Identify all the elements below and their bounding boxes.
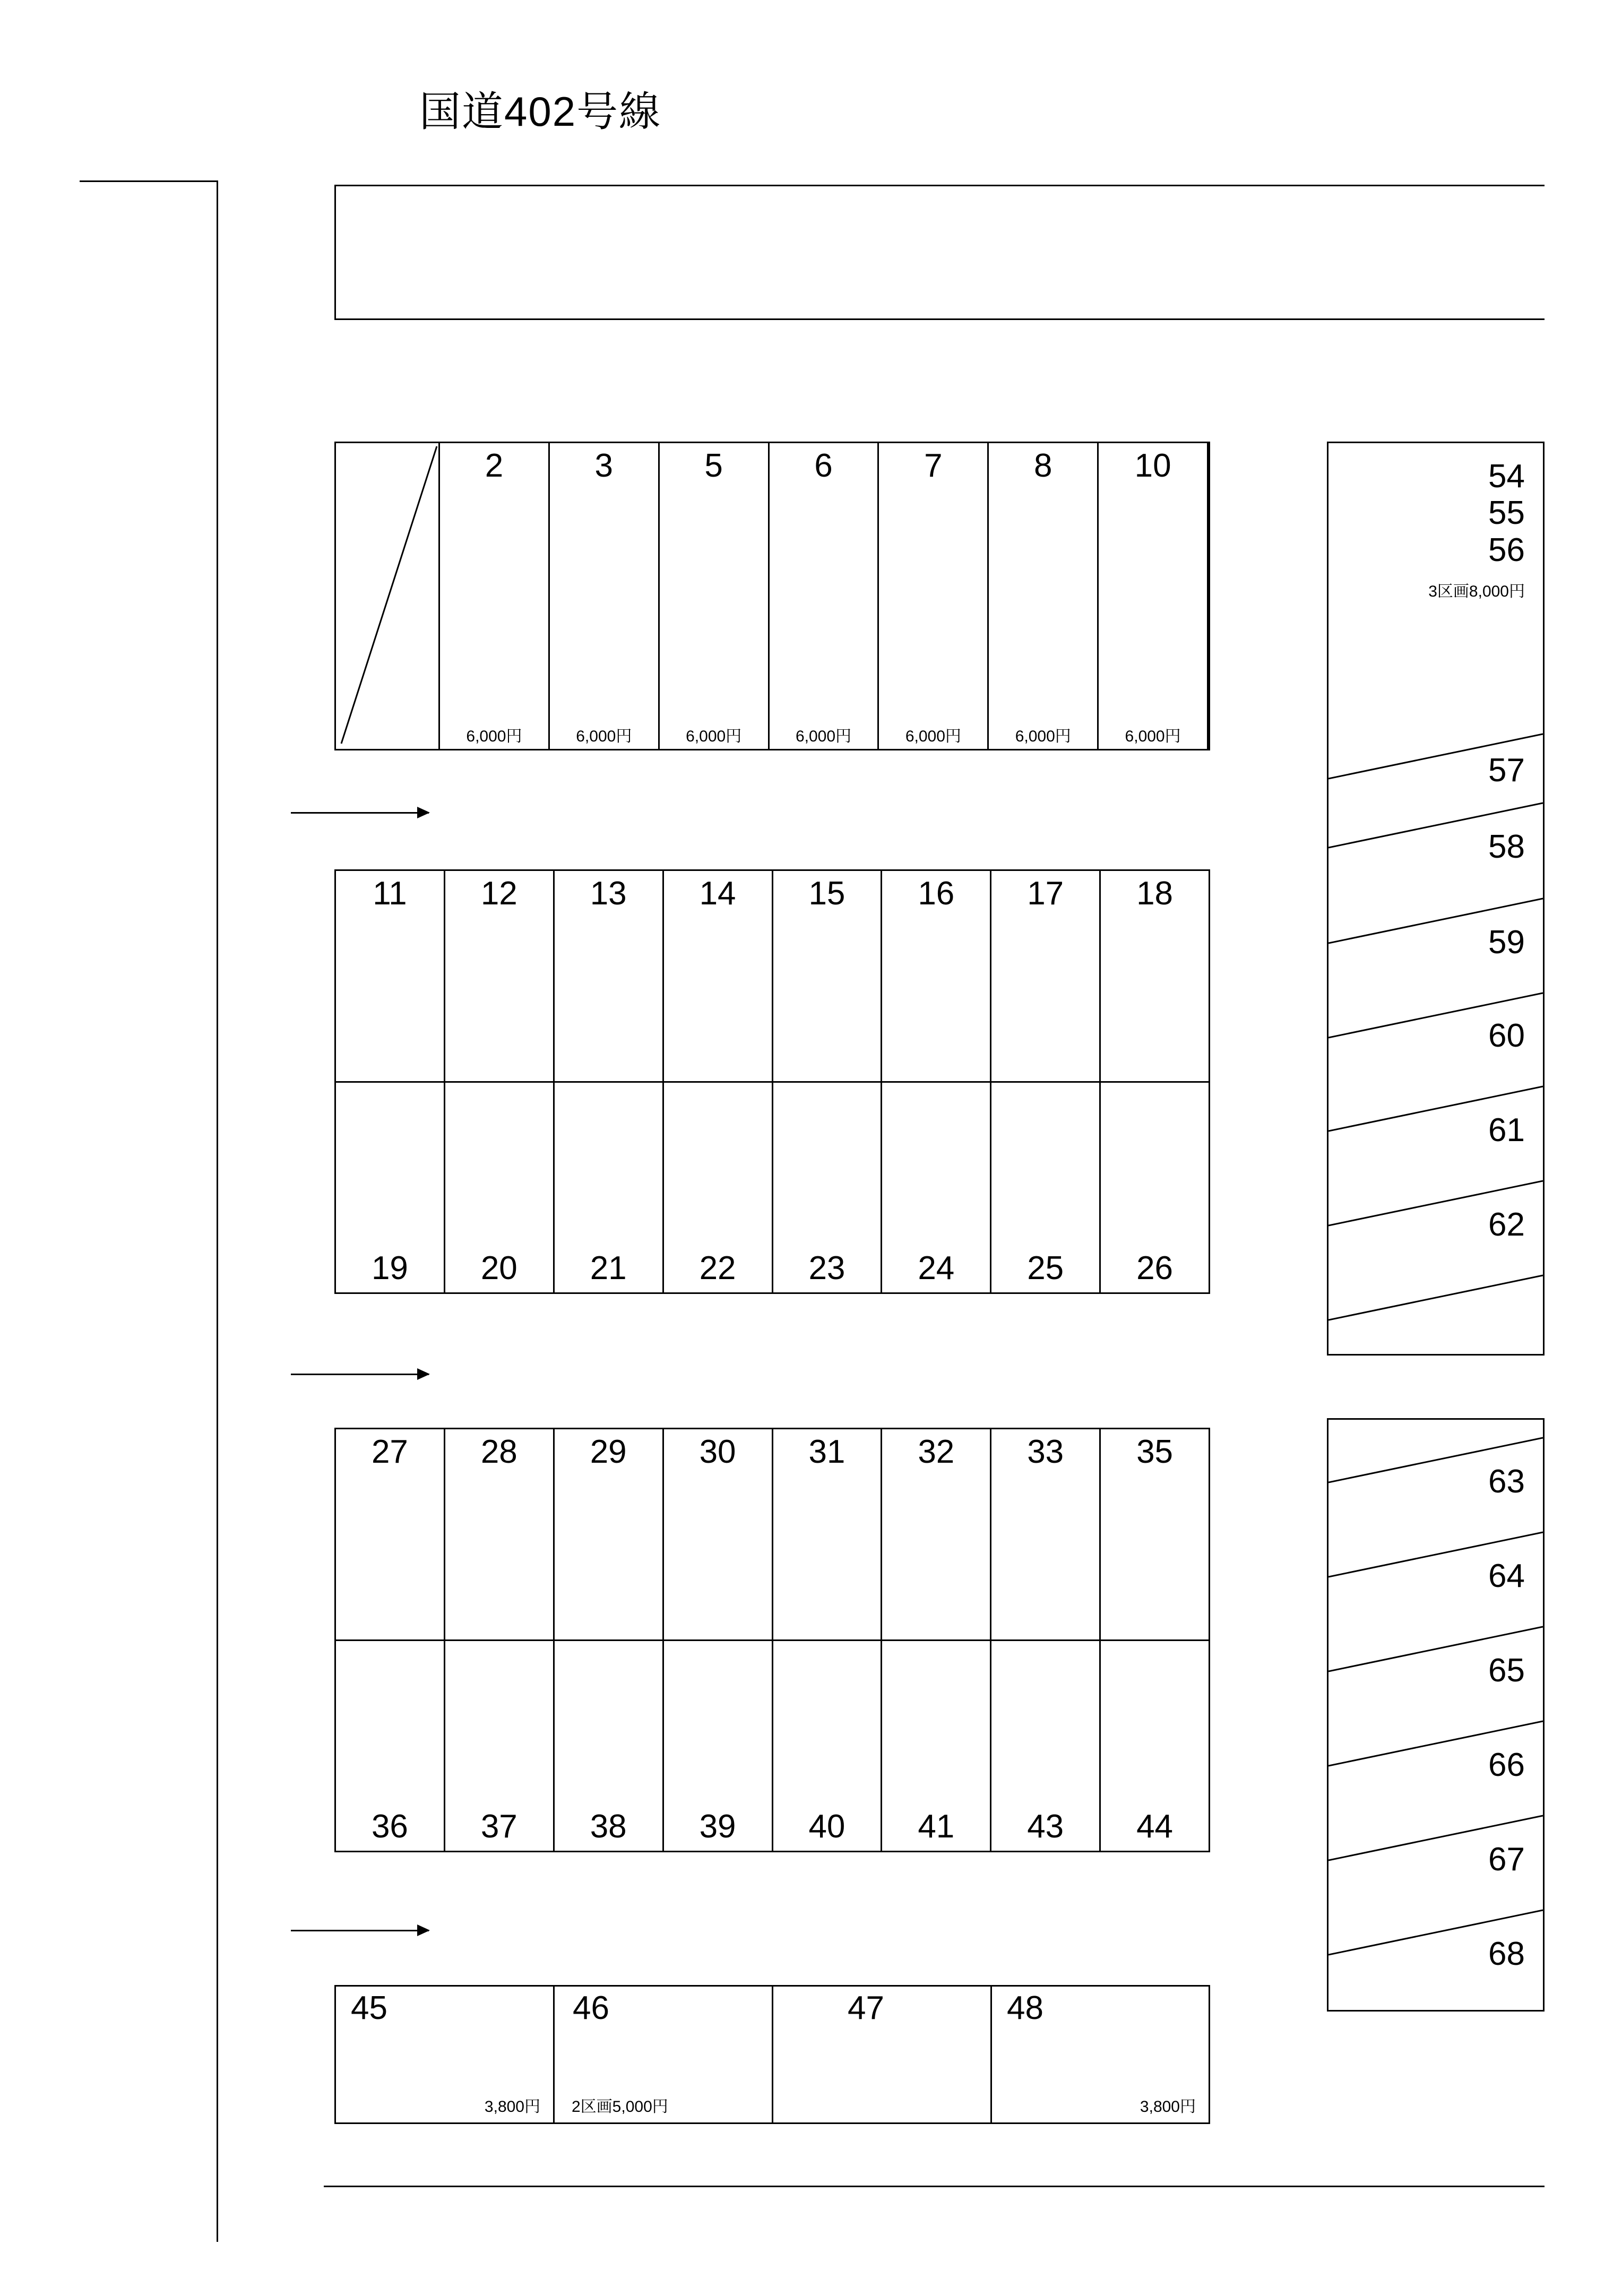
stall-27[interactable] <box>336 1429 444 1641</box>
stall-66[interactable] <box>1328 1733 1543 1802</box>
stall-23[interactable] <box>773 1083 881 1293</box>
stall-35[interactable] <box>1101 1429 1209 1641</box>
stall-18[interactable] <box>1101 871 1209 1083</box>
stall-5[interactable] <box>660 443 770 749</box>
road-top-line <box>80 180 218 182</box>
stall-column-29-38 <box>555 1429 664 1851</box>
stall-32[interactable] <box>882 1429 990 1641</box>
stall-price: 6,000円 <box>795 728 852 745</box>
stall-45[interactable] <box>336 1987 555 2122</box>
stall-column-31-40 <box>773 1429 883 1851</box>
stall-36[interactable] <box>336 1641 444 1851</box>
stall-41[interactable] <box>882 1641 990 1851</box>
stall-44[interactable] <box>1101 1641 1209 1851</box>
stall-number: 18 <box>1136 875 1174 912</box>
stall-column-16-24 <box>882 871 991 1292</box>
stall-price: 3,800円 <box>1140 2098 1196 2116</box>
stall-number: 36 <box>371 1808 408 1845</box>
stall-column-30-39 <box>664 1429 773 1851</box>
stall-number: 23 <box>808 1250 845 1287</box>
stall-column-35-44 <box>1101 1429 1209 1851</box>
stall-number: 60 <box>1488 1017 1525 1054</box>
stall-48[interactable] <box>992 1987 1209 2122</box>
stall-number: 19 <box>371 1250 408 1287</box>
stall-number: 24 <box>918 1250 955 1287</box>
stall-number: 14 <box>699 875 736 912</box>
stall-price: 6,000円 <box>1125 728 1181 745</box>
road-left-line <box>217 180 218 2242</box>
stall-number: 3 <box>594 447 614 484</box>
entrance-left-line <box>334 185 336 320</box>
stall-29[interactable] <box>555 1429 662 1641</box>
stall-11[interactable] <box>336 871 444 1083</box>
stall-column-13-21 <box>555 871 664 1292</box>
stall-number: 32 <box>918 1434 955 1470</box>
stall-number: 6 <box>814 447 833 484</box>
stall-31[interactable] <box>773 1429 881 1641</box>
entrance-bottom-line <box>334 318 1545 320</box>
stall-number: 30 <box>699 1434 736 1470</box>
stall-column-15-23 <box>773 871 883 1292</box>
stall-number: 68 <box>1488 1936 1525 1972</box>
block-top-diagonal-cell <box>336 443 440 749</box>
stall-number: 29 <box>590 1434 627 1470</box>
stall-47[interactable] <box>773 1987 992 2122</box>
stall-number: 58 <box>1488 828 1525 865</box>
arrow-head-icon <box>417 1368 430 1380</box>
stall-number: 61 <box>1488 1112 1525 1149</box>
stall-43[interactable] <box>991 1641 1099 1851</box>
stall-price-pair: 2区画5,000円 <box>572 2098 668 2116</box>
stall-62[interactable] <box>1328 1193 1543 1262</box>
stall-column-28-37 <box>445 1429 555 1851</box>
stall-24[interactable] <box>882 1083 990 1293</box>
stall-58[interactable] <box>1328 815 1543 884</box>
stall-number: 15 <box>808 875 845 912</box>
stall-price: 6,000円 <box>576 728 632 745</box>
stall-number: 17 <box>1027 875 1064 912</box>
stall-number: 57 <box>1488 752 1525 789</box>
stall-price: 6,000円 <box>466 728 522 745</box>
stall-12[interactable] <box>445 871 553 1083</box>
stall-number: 40 <box>808 1808 845 1845</box>
stall-63[interactable] <box>1328 1449 1543 1518</box>
stall-number: 37 <box>480 1808 517 1845</box>
stall-14[interactable] <box>664 871 772 1083</box>
stall-number: 35 <box>1136 1434 1174 1470</box>
stall-column-11-19 <box>336 871 445 1292</box>
stall-number: 33 <box>1027 1434 1064 1470</box>
stall-21[interactable] <box>555 1083 662 1293</box>
stall-number: 38 <box>590 1808 627 1845</box>
stall-number: 13 <box>590 875 627 912</box>
stall-block-right-lower <box>1327 1418 1545 2012</box>
stall-17[interactable] <box>991 871 1099 1083</box>
stall-3[interactable] <box>550 443 660 749</box>
stall-number: 48 <box>1007 1990 1043 2026</box>
stall-group-price: 3区画8,000円 <box>1428 583 1525 601</box>
stall-number: 62 <box>1488 1206 1525 1243</box>
stall-number: 31 <box>808 1434 845 1470</box>
stall-number: 5 <box>704 447 723 484</box>
stall-13[interactable] <box>555 871 662 1083</box>
arrow-head-icon <box>417 1924 430 1936</box>
stall-57[interactable] <box>1328 746 1543 799</box>
stall-7[interactable] <box>879 443 989 749</box>
stall-column-27-36 <box>336 1429 445 1851</box>
arrow-shaft <box>291 1930 429 1931</box>
stall-column-18-26 <box>1101 871 1209 1292</box>
stall-number: 66 <box>1488 1747 1525 1783</box>
stall-15[interactable] <box>773 871 881 1083</box>
stall-16[interactable] <box>882 871 990 1083</box>
lot-bottom-line <box>324 2186 1545 2187</box>
stall-price: 6,000円 <box>905 728 961 745</box>
stall-59[interactable] <box>1328 910 1543 979</box>
stall-number: 25 <box>1027 1250 1064 1287</box>
entrance-top-line <box>334 185 1545 186</box>
stall-block-bottom <box>334 1985 1210 2124</box>
stall-28[interactable] <box>445 1429 553 1641</box>
stall-number: 46 <box>573 1990 609 2026</box>
diagonal-line-icon <box>336 443 440 749</box>
stall-number: 22 <box>699 1250 736 1287</box>
stall-20[interactable] <box>445 1083 553 1293</box>
stall-number: 55 <box>1488 495 1525 532</box>
stall-number: 67 <box>1488 1841 1525 1878</box>
stall-number: 44 <box>1136 1808 1174 1845</box>
stall-26[interactable] <box>1101 1083 1209 1293</box>
traffic-arrow-2 <box>291 1364 429 1385</box>
arrow-head-icon <box>417 807 430 818</box>
stall-10[interactable] <box>1099 443 1209 749</box>
stall-price: 3,800円 <box>484 2098 540 2116</box>
stall-33[interactable] <box>991 1429 1099 1641</box>
stall-37[interactable] <box>445 1641 553 1851</box>
stall-22[interactable] <box>664 1083 772 1293</box>
stall-number: 45 <box>351 1990 387 2026</box>
traffic-arrow-1 <box>291 802 429 824</box>
page-title: 国道402号線 <box>419 88 662 135</box>
stall-column-17-25 <box>991 871 1101 1292</box>
stall-number: 20 <box>480 1250 517 1287</box>
stall-column-14-22 <box>664 871 773 1292</box>
stall-column-32-41 <box>882 1429 991 1851</box>
stall-65[interactable] <box>1328 1638 1543 1707</box>
stall-40[interactable] <box>773 1641 881 1851</box>
stall-number: 64 <box>1488 1558 1525 1594</box>
stall-68[interactable] <box>1328 1922 1543 1991</box>
stall-number: 27 <box>371 1434 408 1470</box>
stall-price: 6,000円 <box>686 728 742 745</box>
stall-19[interactable] <box>336 1083 444 1293</box>
arrow-shaft <box>291 812 429 814</box>
stall-number: 2 <box>485 447 504 484</box>
stall-number: 63 <box>1488 1463 1525 1500</box>
stall-number: 39 <box>699 1808 736 1845</box>
stall-60[interactable] <box>1328 1004 1543 1073</box>
traffic-arrow-3 <box>291 1920 429 1941</box>
stall-8[interactable] <box>989 443 1099 749</box>
stall-column-33-43 <box>991 1429 1101 1851</box>
stall-number: 59 <box>1488 924 1525 961</box>
stall-67[interactable] <box>1328 1827 1543 1896</box>
stall-number: 65 <box>1488 1652 1525 1689</box>
stall-number: 47 <box>848 1990 884 2026</box>
stall-number: 28 <box>480 1434 517 1470</box>
stall-price: 6,000円 <box>1015 728 1071 745</box>
stall-30[interactable] <box>664 1429 772 1641</box>
stall-number: 54 <box>1488 458 1525 495</box>
stall-number: 41 <box>918 1808 955 1845</box>
stall-block-2 <box>334 869 1210 1294</box>
arrow-shaft <box>291 1374 429 1375</box>
stall-block-right-upper <box>1327 442 1545 1356</box>
stall-number: 7 <box>924 447 943 484</box>
stall-number: 26 <box>1136 1250 1174 1287</box>
stall-46[interactable] <box>555 1987 773 2122</box>
stall-6[interactable] <box>770 443 879 749</box>
stall-38[interactable] <box>555 1641 662 1851</box>
stall-number: 21 <box>590 1250 627 1287</box>
stall-61[interactable] <box>1328 1098 1543 1167</box>
stall-number: 43 <box>1027 1808 1064 1845</box>
stall-block-3 <box>334 1428 1210 1852</box>
stall-2[interactable] <box>440 443 550 749</box>
stall-64[interactable] <box>1328 1544 1543 1613</box>
stall-25[interactable] <box>991 1083 1099 1293</box>
stall-39[interactable] <box>664 1641 772 1851</box>
stall-number: 8 <box>1033 447 1052 484</box>
stall-number: 10 <box>1134 447 1171 484</box>
stall-block-top <box>334 442 1210 750</box>
stall-number: 16 <box>918 875 955 912</box>
stall-column-12-20 <box>445 871 555 1292</box>
stall-number: 11 <box>373 875 407 912</box>
stall-number: 56 <box>1488 531 1525 568</box>
stall-number: 12 <box>480 875 517 912</box>
